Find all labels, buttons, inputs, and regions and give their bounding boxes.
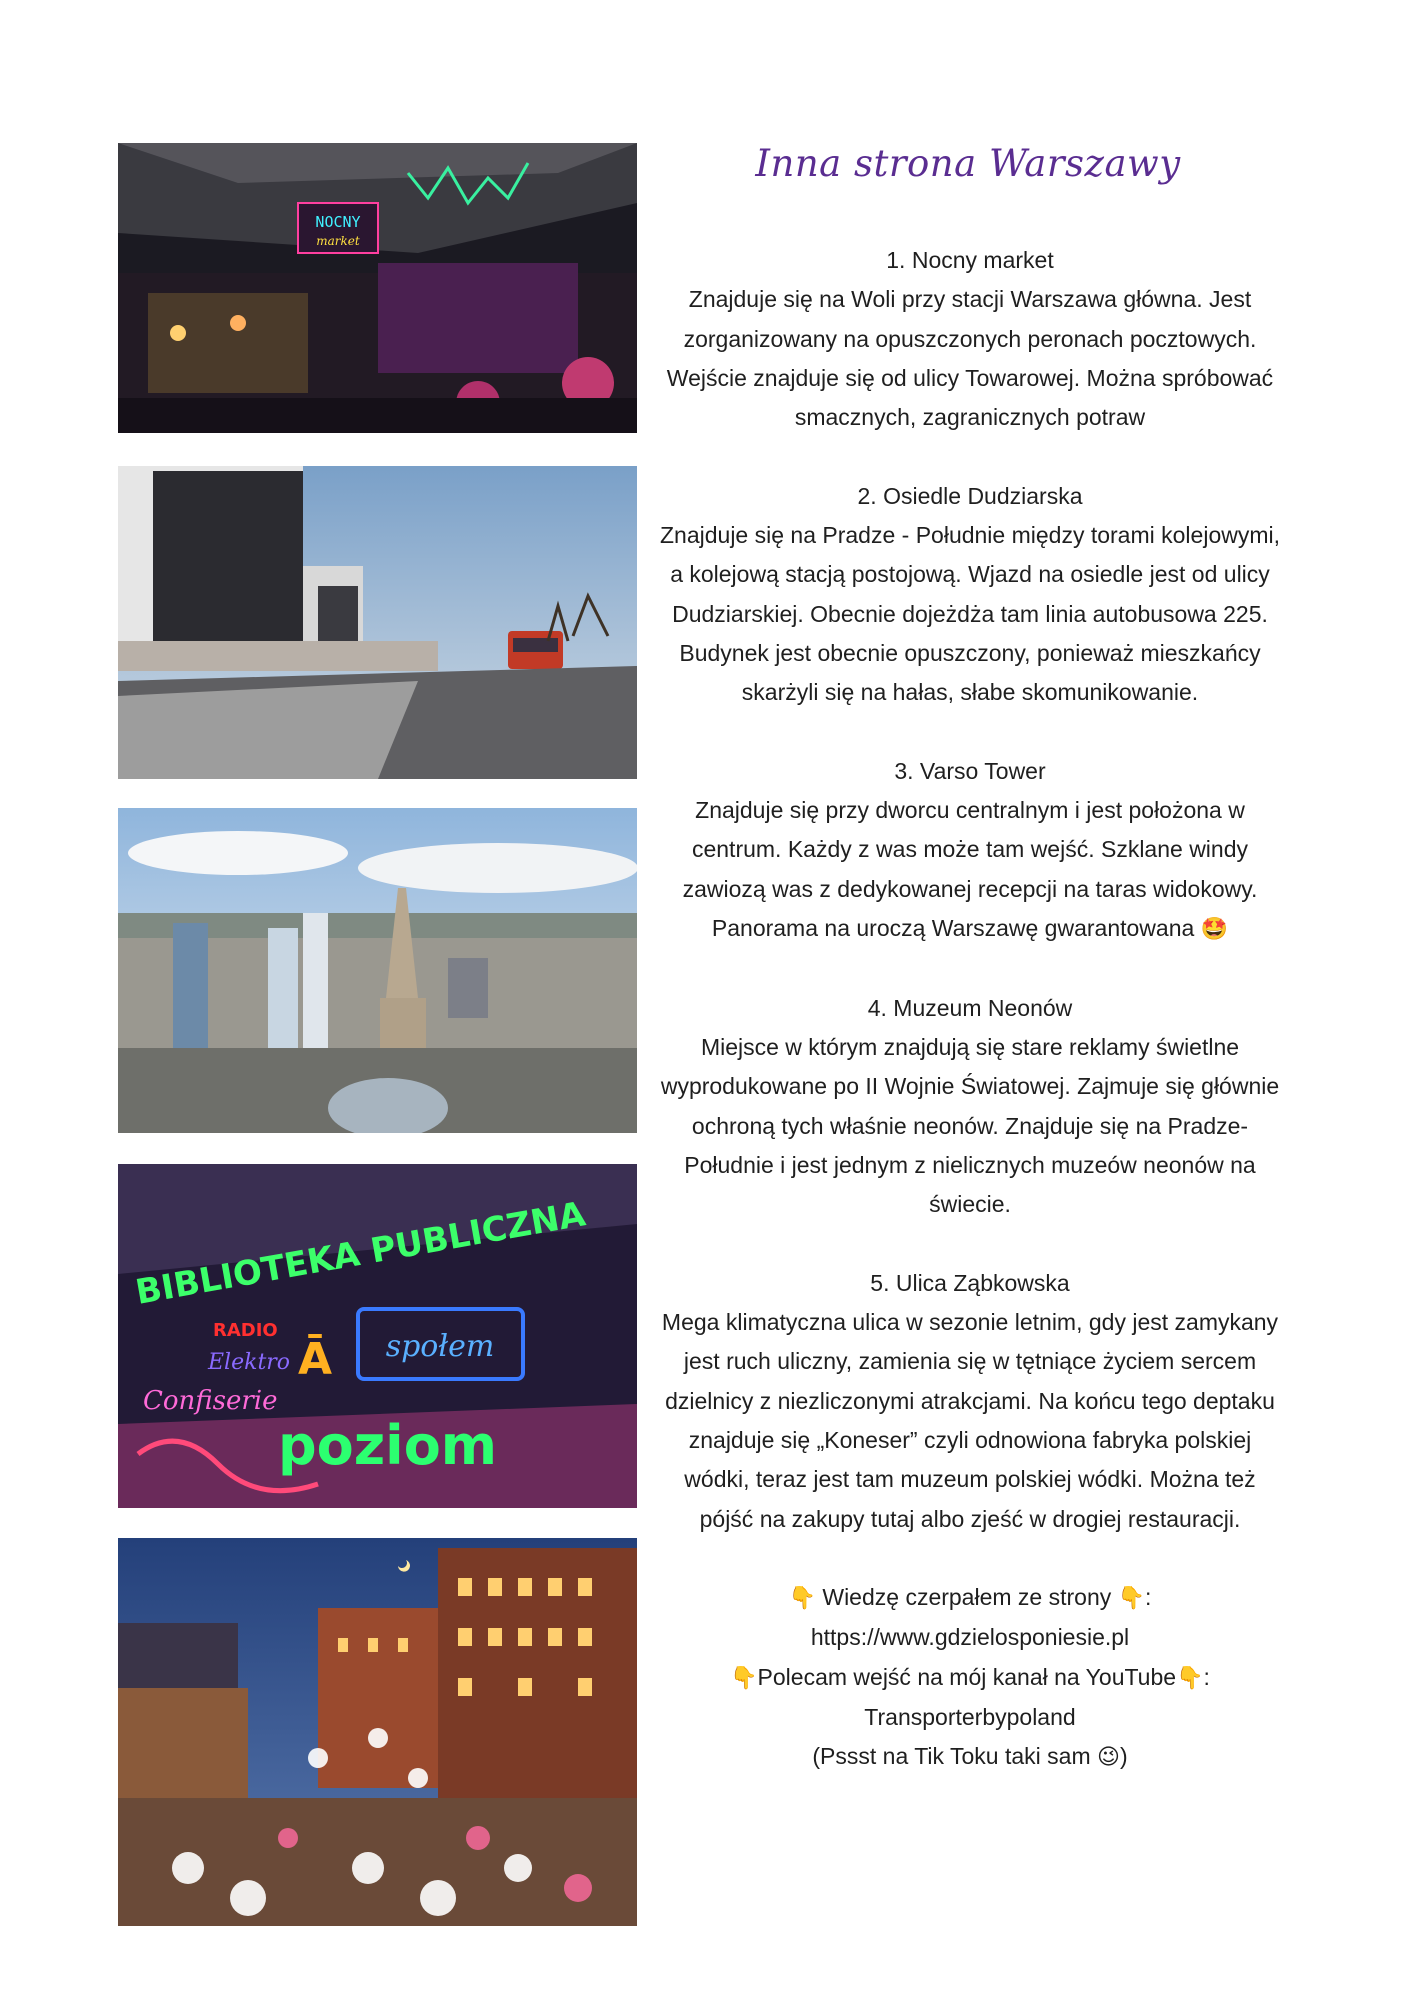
section-body: Mega klimatyczna ulica w sezonie letnim, gdy jest zamykany jest ruch uliczny, zamienia się w tętniące życiem sercem dzielnicy z niezliczonymi atrakcjami. Na końcu tego deptaku znajduje się „Koneser” czyli odnowiona fabryka polskiej wódki, teraz jest tam muzeum polskiej wódki. Można też pójść na zakupy tutaj albo zjeść w drogiej restauracji. xyxy=(661,1309,1279,1532)
photo-nocny-market xyxy=(118,143,637,433)
channel-name: Transporterbypoland xyxy=(864,1703,1076,1730)
section-body xyxy=(660,791,1280,949)
pointing-down-icon: 👇 xyxy=(788,1586,816,1612)
photo-muzeum-neonow xyxy=(118,1164,637,1508)
source-line: 👇 Wiedzę czerpałem ze strony 👇: xyxy=(788,1584,1152,1612)
source-label: Wiedzę czerpałem ze strony xyxy=(822,1584,1112,1611)
neon-radio: RADIO xyxy=(213,1320,278,1341)
neon-sign-market: market xyxy=(316,234,360,248)
section-heading: 5. Ulica Ząbkowska xyxy=(870,1269,1070,1296)
section-body: Znajduje się na Woli przy stacji Warszawa główna. Jest zorganizowany na opuszczonych peronach pocztowych. Wejście znajduje się od ulicy Towarowej. Można spróbować smacznych, zagranicznych potraw xyxy=(666,286,1274,431)
tiktok-line xyxy=(660,1737,1280,1777)
section-heading: 1. Nocny market xyxy=(886,247,1054,273)
neon-sign-nocny: NOCNY xyxy=(315,213,361,231)
photo-varso-tower xyxy=(118,808,637,1133)
section-muzeum-neonow xyxy=(660,989,1280,1225)
source-link[interactable]: https://www.gdzielosponiesie.pl xyxy=(810,1624,1130,1651)
pointing-down-icon: 👇 xyxy=(730,1665,758,1691)
footer-notes xyxy=(660,1578,1280,1777)
page-title: Inna strona Warszawy xyxy=(755,142,1181,185)
pointing-down-icon: 👇 xyxy=(1176,1665,1204,1691)
section-heading: 2. Osiedle Dudziarska xyxy=(857,482,1083,509)
section-heading: 4. Muzeum Neonów xyxy=(867,994,1073,1021)
channel-label: Polecam wejść na mój kanał na YouTube xyxy=(757,1663,1177,1690)
neon-spolem: społem xyxy=(385,1329,495,1364)
neon-poziom: poziom xyxy=(278,1414,498,1477)
section-osiedle-dudziarska xyxy=(660,477,1280,713)
section-nocny-market xyxy=(660,241,1280,437)
tiktok-note: (Pssst na Tik Toku taki sam xyxy=(812,1743,1091,1770)
section-varso-tower xyxy=(660,752,1280,949)
photo-osiedle-dudziarska xyxy=(118,466,637,779)
tiktok-close: ) xyxy=(1119,1743,1128,1770)
section-body: Znajduje się na Pradze - Południe między torami kolejowymi, a kolejową stacją postojową. Wjazd na osiedle jest od ulicy Dudziarskiej. Obecnie dojeżdża tam linia autobusowa 225. Budynek jest obecnie opuszczony, ponieważ mieszkańcy skarżyli się na hałas, słabe skomunikowanie. xyxy=(660,522,1281,706)
section-body-text: Znajduje się przy dworcu centralnym i jest położona w centrum. Każdy z was może tam wejść. Szklane windy zawiozą was z dedykowanej recepcji na taras widokowy. Panorama na uroczą Warszawę gwarantowana xyxy=(682,797,1258,942)
section-ulica-zabkowska xyxy=(660,1264,1280,1539)
neon-biblioteka: BIBLIOTEKA PUBLICZNA xyxy=(132,1194,589,1313)
neon-a: Ā xyxy=(298,1334,333,1385)
content-column xyxy=(660,241,1280,1778)
photo-ulica-zabkowska xyxy=(118,1538,637,1926)
channel-line: 👇Polecam wejść na mój kanał na YouTube👇: xyxy=(730,1663,1210,1691)
section-body: Miejsce w którym znajdują się stare reklamy świetlne wyprodukowane po II Wojnie Światowej. Zajmuje się głównie ochroną tych właśnie neonów. Znajduje się na Pradze-Południe i jest jednym z nielicznych muzeów neonów na świecie. xyxy=(660,1033,1280,1218)
section-heading: 3. Varso Tower xyxy=(894,757,1046,784)
star-struck-emoji-icon: 🤩 xyxy=(1200,917,1229,943)
pointing-down-icon: 👇 xyxy=(1117,1586,1146,1612)
neon-confiserie: Confiserie xyxy=(143,1386,278,1416)
neon-elektro: Elektro xyxy=(208,1350,291,1375)
wink-emoji-icon: 😉 xyxy=(1097,1745,1120,1771)
